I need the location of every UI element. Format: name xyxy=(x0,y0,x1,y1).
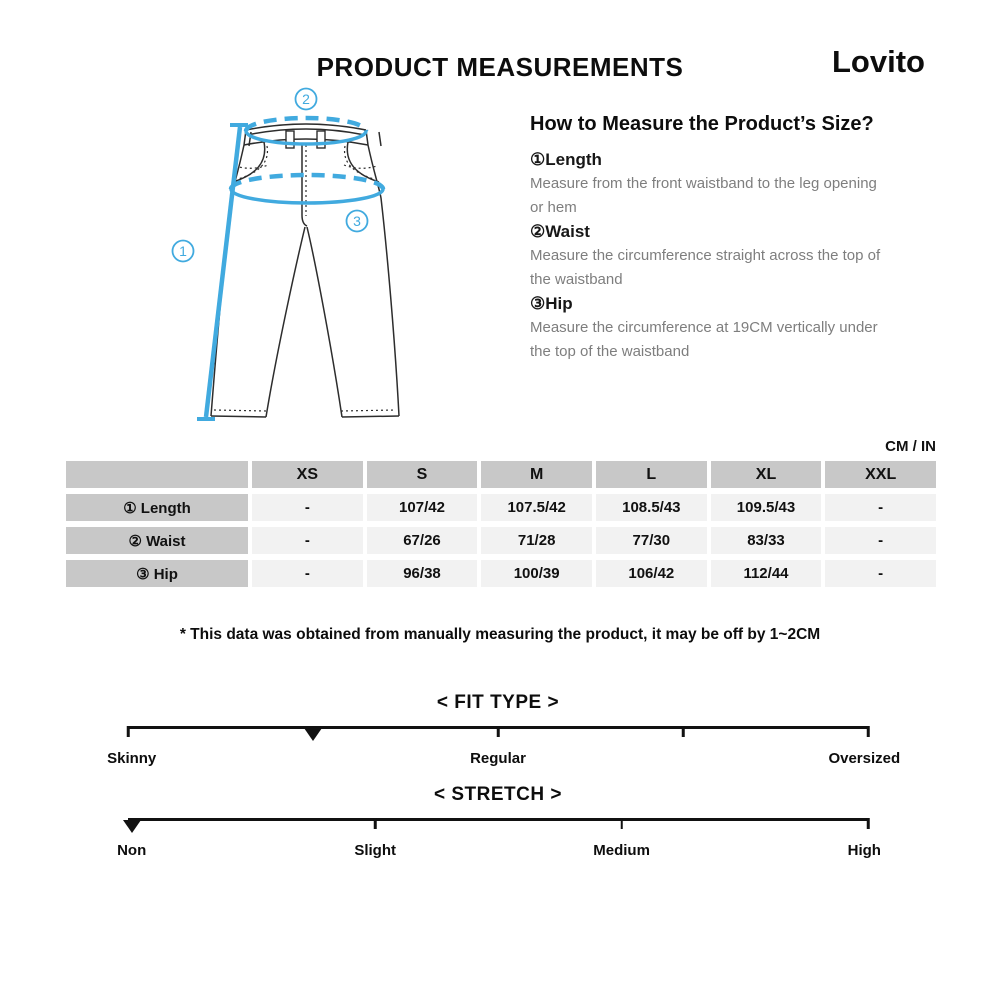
svg-text:2: 2 xyxy=(302,91,310,107)
lovito-logo: Lovito xyxy=(832,44,925,79)
table-cell: 109.5/43 xyxy=(711,494,822,521)
table-header-s: S xyxy=(367,461,478,488)
hip-measure-ellipse xyxy=(231,175,383,203)
callout-2 xyxy=(296,89,317,110)
scale-marker xyxy=(304,728,322,741)
fit-type-labels xyxy=(107,750,901,768)
page-title: PRODUCT MEASUREMENTS xyxy=(316,52,684,82)
table-header-xxl: XXL xyxy=(825,461,936,488)
table-cell: 96/38 xyxy=(367,560,478,587)
table-cell: 77/30 xyxy=(596,527,707,554)
stretch-title: < STRETCH > xyxy=(434,784,562,805)
size-table xyxy=(66,461,936,587)
scale-line xyxy=(128,818,868,821)
waist-measure-ellipse xyxy=(246,118,366,144)
scale-marker xyxy=(123,820,141,833)
table-cell: 83/33 xyxy=(711,527,822,554)
table-cell: - xyxy=(825,560,936,587)
unit-label: CM / IN xyxy=(885,438,936,455)
fit-type-title: < FIT TYPE > xyxy=(436,692,560,713)
callout-1 xyxy=(173,241,194,262)
how-to-title: How to Measure the Product’s Size? xyxy=(530,113,874,135)
scale-label-regular: Regular xyxy=(470,750,526,767)
fit-type-scale xyxy=(107,692,901,768)
table-row-label: ③ Hip xyxy=(66,560,248,587)
scale-tick xyxy=(867,818,870,829)
table-cell: - xyxy=(252,560,363,587)
fit-type-track xyxy=(128,726,868,744)
scale-tick xyxy=(374,818,377,829)
length-heading: ①Length xyxy=(530,150,602,169)
svg-text:3: 3 xyxy=(353,213,361,229)
scale-label-medium: Medium xyxy=(593,842,650,859)
table-header-xs: XS xyxy=(252,461,363,488)
table-cell: 107.5/42 xyxy=(481,494,592,521)
table-corner-cell xyxy=(66,461,248,488)
how-to-item-waist xyxy=(530,220,886,292)
table-header-m: M xyxy=(481,461,592,488)
table-row-label: ② Waist xyxy=(66,527,248,554)
scale-label-skinny: Skinny xyxy=(107,750,157,767)
stretch-labels xyxy=(117,842,881,860)
pants-diagram xyxy=(150,85,480,445)
scale-tick xyxy=(497,726,500,737)
table-cell: 106/42 xyxy=(596,560,707,587)
svg-text:1: 1 xyxy=(179,243,187,259)
scale-label-non: Non xyxy=(117,842,147,859)
table-cell: 67/26 xyxy=(367,527,478,554)
table-row-label: ① Length xyxy=(66,494,248,521)
scale-label-high: High xyxy=(847,842,881,859)
table-cell: 100/39 xyxy=(481,560,592,587)
scale-tick xyxy=(620,818,623,829)
callout-3 xyxy=(347,211,368,232)
waist-heading: ②Waist xyxy=(530,222,590,241)
scale-tick xyxy=(127,726,130,737)
table-cell: 112/44 xyxy=(711,560,822,587)
pants-outline xyxy=(211,124,399,417)
table-cell: 107/42 xyxy=(367,494,478,521)
hip-description: Measure the circumference at 19CM vertically under the top of the waistband xyxy=(530,319,878,360)
table-header-xl: XL xyxy=(711,461,822,488)
scale-tick xyxy=(682,726,685,737)
length-measure-line xyxy=(197,125,248,419)
measurement-disclaimer: * This data was obtained from manually measuring the product, it may be off by 1~2CM xyxy=(179,626,821,643)
scale-label-slight: Slight xyxy=(354,842,396,859)
scale-label-oversized: Oversized xyxy=(828,750,901,767)
table-header-l: L xyxy=(596,461,707,488)
table-cell: 71/28 xyxy=(481,527,592,554)
table-cell: - xyxy=(252,494,363,521)
length-description: Measure from the front waistband to the leg opening or hem xyxy=(530,175,877,216)
scale-tick xyxy=(867,726,870,737)
table-cell: 108.5/43 xyxy=(596,494,707,521)
table-cell: - xyxy=(825,527,936,554)
table-cell: - xyxy=(252,527,363,554)
hip-heading: ③Hip xyxy=(530,294,573,313)
waist-description: Measure the circumference straight across the top of the waistband xyxy=(530,247,881,288)
stretch-scale xyxy=(117,784,881,860)
how-to-item-hip xyxy=(530,292,886,364)
table-cell: - xyxy=(825,494,936,521)
stretch-track xyxy=(128,818,868,836)
how-to-item-length xyxy=(530,148,886,220)
how-to-section xyxy=(530,113,886,364)
